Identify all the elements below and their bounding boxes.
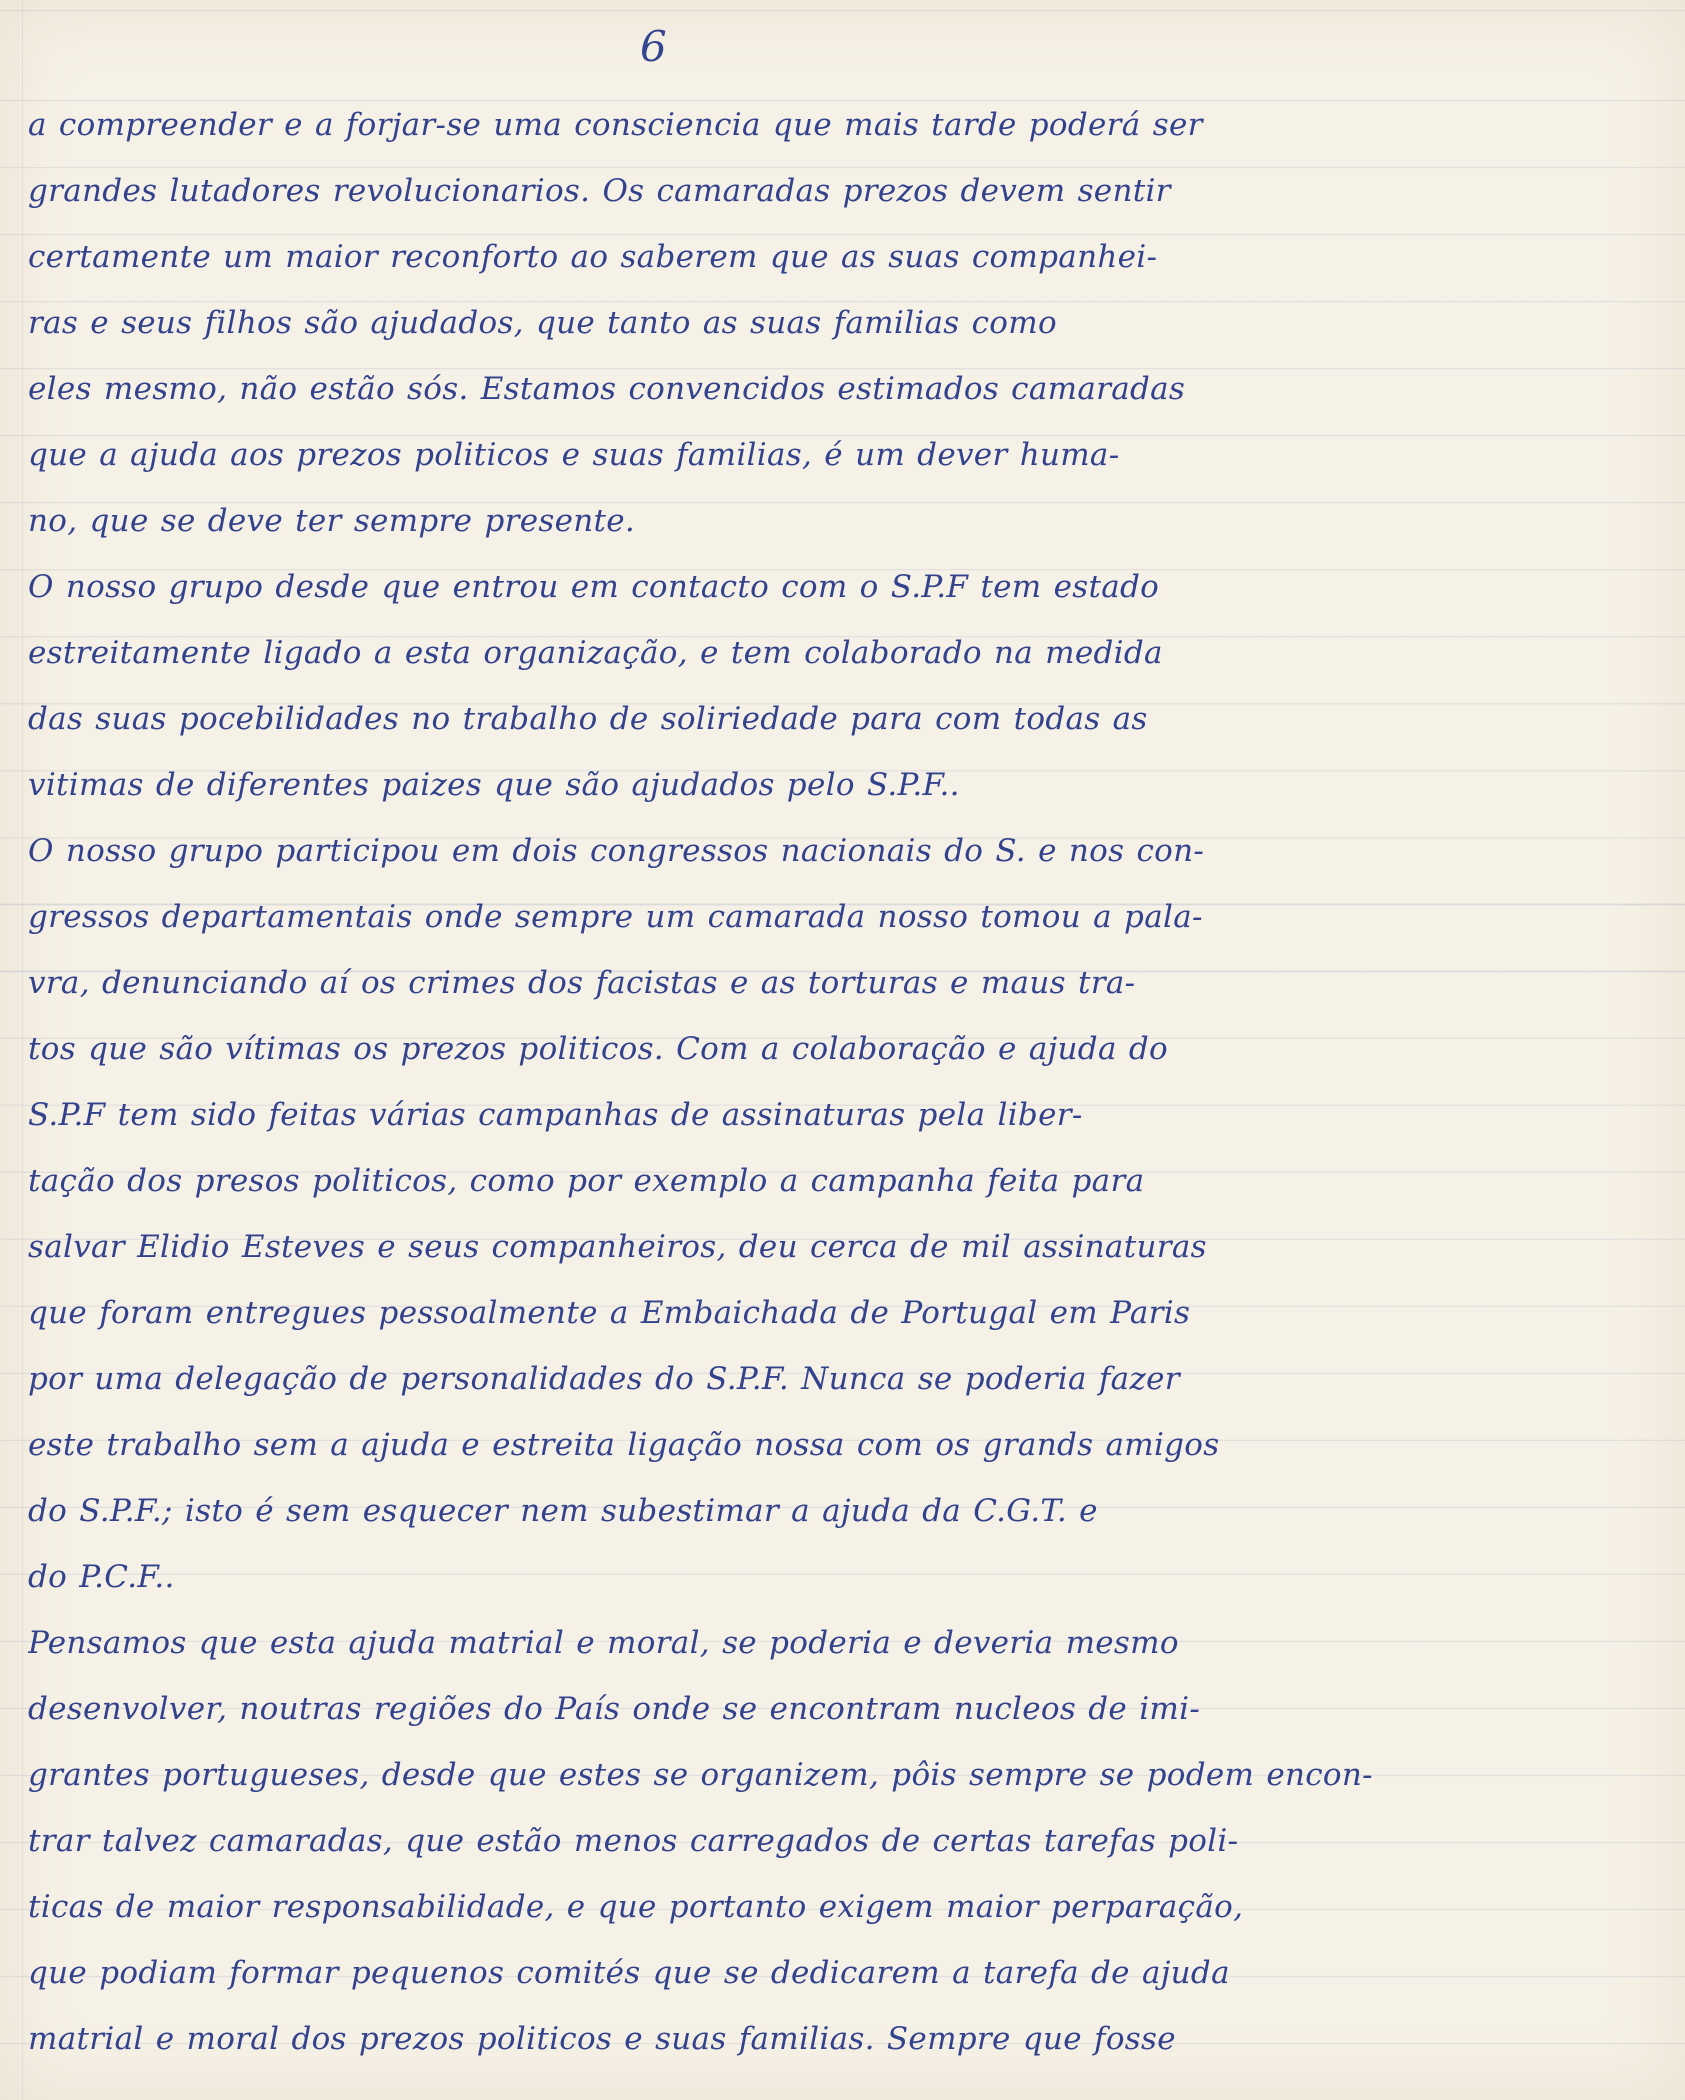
text-line: do P.C.F.. [28,1559,175,1595]
text-line: tação dos presos politicos, como por exemplo a campanha feita para [28,1163,1145,1199]
text-line: salvar Elidio Esteves e seus companheiros, deu cerca de mil assinaturas [28,1229,1207,1265]
text-line: certamente um maior reconforto ao saberem que as suas companhei- [28,239,1158,275]
text-line: estreitamente ligado a esta organização, e tem colaborado na medida [28,635,1163,671]
text-line: O nosso grupo participou em dois congressos nacionais do S. e nos con- [28,833,1205,869]
text-line: do S.P.F.; isto é sem esquecer nem subestimar a ajuda da C.G.T. e [28,1493,1098,1529]
text-line: Pensamos que esta ajuda matrial e moral, se poderia e deveria mesmo [28,1625,1179,1661]
text-line: desenvolver, noutras regiões do País onde se encontram nucleos de imi- [28,1691,1201,1727]
text-line: que podiam formar pequenos comités que se dedicarem a tarefa de ajuda [28,1955,1230,1991]
page-margin-line [22,0,23,2100]
text-line: tos que são vítimas os prezos politicos. Com a colaboração e ajuda do [28,1031,1168,1067]
text-line: ticas de maior responsabilidade, e que portanto exigem maior perparação, [28,1889,1244,1925]
text-line: vitimas de diferentes paizes que são ajudados pelo S.P.F.. [28,767,960,803]
text-line: vra, denunciando aí os crimes dos facistas e as torturas e maus tra- [28,965,1136,1001]
text-line: por uma delegação de personalidades do S.P.F. Nunca se poderia fazer [28,1361,1180,1397]
text-line: O nosso grupo desde que entrou em contacto com o S.P.F tem estado [28,569,1160,605]
text-line: matrial e moral dos prezos politicos e suas familias. Sempre que fosse [28,2021,1176,2057]
text-line: grantes portugueses, desde que estes se organizem, pôis sempre se podem encon- [28,1757,1373,1793]
page-number: 6 [640,22,667,71]
text-line: gressos departamentais onde sempre um camarada nosso tomou a pala- [28,899,1203,935]
text-line: que foram entregues pessoalmente a Embaichada de Portugal em Paris [28,1295,1191,1331]
text-line: este trabalho sem a ajuda e estreita ligação nossa com os grands amigos [28,1427,1220,1463]
handwritten-letter-body [28,92,1658,2072]
text-line: trar talvez camaradas, que estão menos carregados de certas tarefas poli- [28,1823,1239,1859]
text-line: no, que se deve ter sempre presente. [28,503,636,539]
text-line: ras e seus filhos são ajudados, que tanto as suas familias como [28,305,1057,341]
text-line: a compreender e a forjar-se uma consciencia que mais tarde poderá ser [28,107,1203,143]
text-line: que a ajuda aos prezos politicos e suas familias, é um dever huma- [28,437,1120,473]
text-line: das suas pocebilidades no trabalho de soliriedade para com todas as [28,701,1148,737]
text-line: grandes lutadores revolucionarios. Os camaradas prezos devem sentir [28,173,1171,209]
text-line: S.P.F tem sido feitas várias campanhas de assinaturas pela liber- [28,1097,1083,1133]
text-line: eles mesmo, não estão sós. Estamos convencidos estimados camaradas [28,371,1186,407]
